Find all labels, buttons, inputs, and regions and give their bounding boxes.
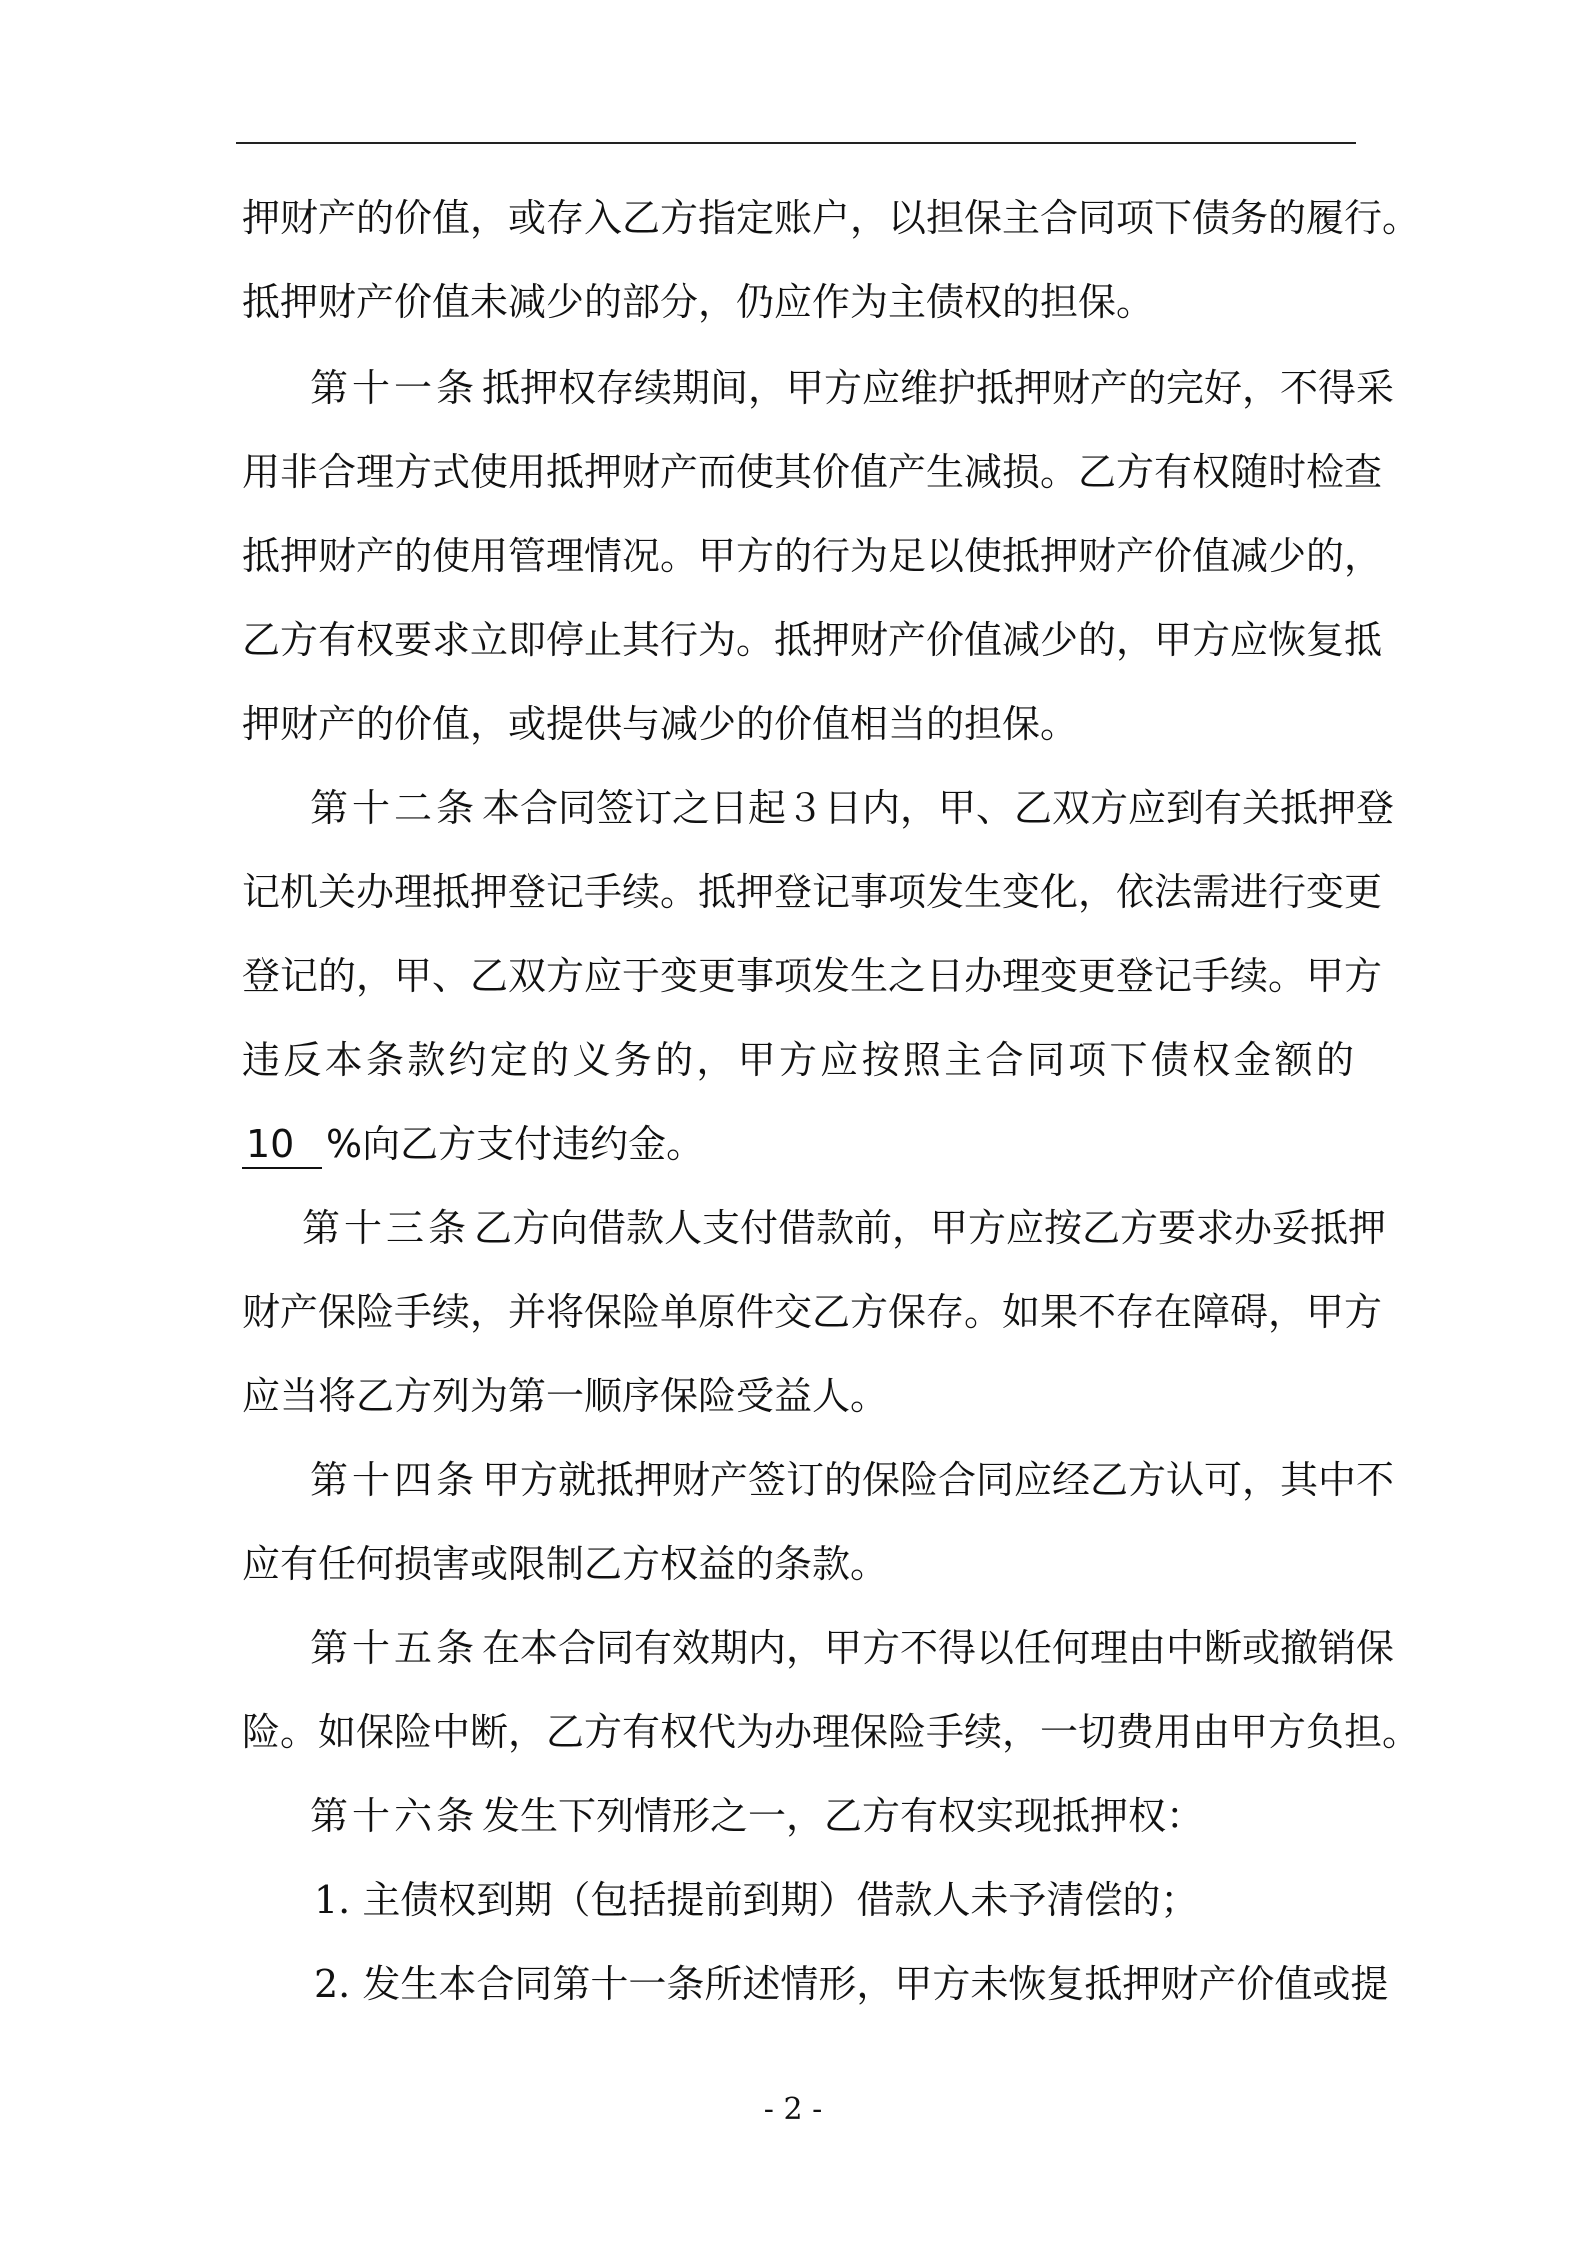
text-line: 抵押财产价值未减少的部分，仍应作为主债权的担保。 [242,280,1155,324]
article-13-first-line [302,1198,1387,1258]
list-item-number: 1. [314,1878,351,1922]
article-14-text: 甲方就抵押财产签订的保险合同应经乙方认可，其中不 [482,1458,1395,1502]
article-13-label: 第十三条 [302,1206,471,1250]
text-line: 押财产的价值，或存入乙方指定账户，以担保主合同项下债务的履行。 [242,196,1421,240]
article-14-label: 第十四条 [310,1458,479,1502]
text-line: 违反本条款约定的义务的，甲方应按照主合同项下债权金额的 [242,1038,1354,1082]
header-rule [236,142,1356,144]
article-15-first-line [310,1618,1395,1678]
penalty-rate-blank [242,1121,322,1169]
text-line: 险。如保险中断，乙方有权代为办理保险手续，一切费用由甲方负担。 [242,1710,1421,1754]
text-line: 用非合理方式使用抵押财产而使其价值产生减损。乙方有权随时检查 [242,450,1383,494]
list-item [314,1954,1389,2014]
article-16-text: 发生下列情形之一，乙方有权实现抵押权： [482,1794,1205,1838]
article-12-text: 本合同签订之日起３日内，甲、乙双方应到有关抵押登 [482,786,1395,830]
article-11-first-line [310,358,1395,418]
text-line: 乙方有权要求立即停止其行为。抵押财产价值减少的，甲方应恢复抵 [242,618,1383,662]
text-line: 应有任何损害或限制乙方权益的条款。 [242,1542,889,1586]
article-11-label: 第十一条 [310,366,479,410]
list-item-number: 2. [314,1962,351,2006]
text-line: 应当将乙方列为第一顺序保险受益人。 [242,1374,889,1418]
article-12-label: 第十二条 [310,786,479,830]
list-item-text: 主债权到期（包括提前到期）借款人未予清偿的； [362,1878,1199,1922]
penalty-rate-value: 10 [246,1122,295,1166]
text-line: 记机关办理抵押登记手续。抵押登记事项发生变化，依法需进行变更 [242,870,1383,914]
text-line: 登记的，甲、乙双方应于变更事项发生之日办理变更登记手续。甲方 [242,954,1383,998]
list-item [314,1870,1198,1930]
text-line: 财产保险手续，并将保险单原件交乙方保存。如果不存在障碍，甲方 [242,1290,1383,1334]
article-13-text: 乙方向借款人支付借款前，甲方应按乙方要求办妥抵押 [474,1206,1387,1250]
article-16-label: 第十六条 [310,1794,479,1838]
page-number: - 2 - [763,2092,823,2127]
article-15-label: 第十五条 [310,1626,479,1670]
list-item-text: 发生本合同第十一条所述情形，甲方未恢复抵押财产价值或提 [362,1962,1389,2006]
article-14-first-line [310,1450,1395,1510]
article-11-text: 抵押权存续期间，甲方应维护抵押财产的完好，不得采 [482,366,1395,410]
article-15-text: 在本合同有效期内，甲方不得以任何理由中断或撤销保 [482,1626,1395,1670]
penalty-line [242,1114,704,1174]
text-line: 抵押财产的使用管理情况。甲方的行为足以使抵押财产价值减少的， [242,534,1383,578]
article-16-first-line [310,1786,1204,1846]
penalty-rate-text: %向乙方支付违约金。 [326,1122,705,1166]
article-12-first-line [310,778,1395,838]
text-line: 押财产的价值，或提供与减少的价值相当的担保。 [242,702,1079,746]
